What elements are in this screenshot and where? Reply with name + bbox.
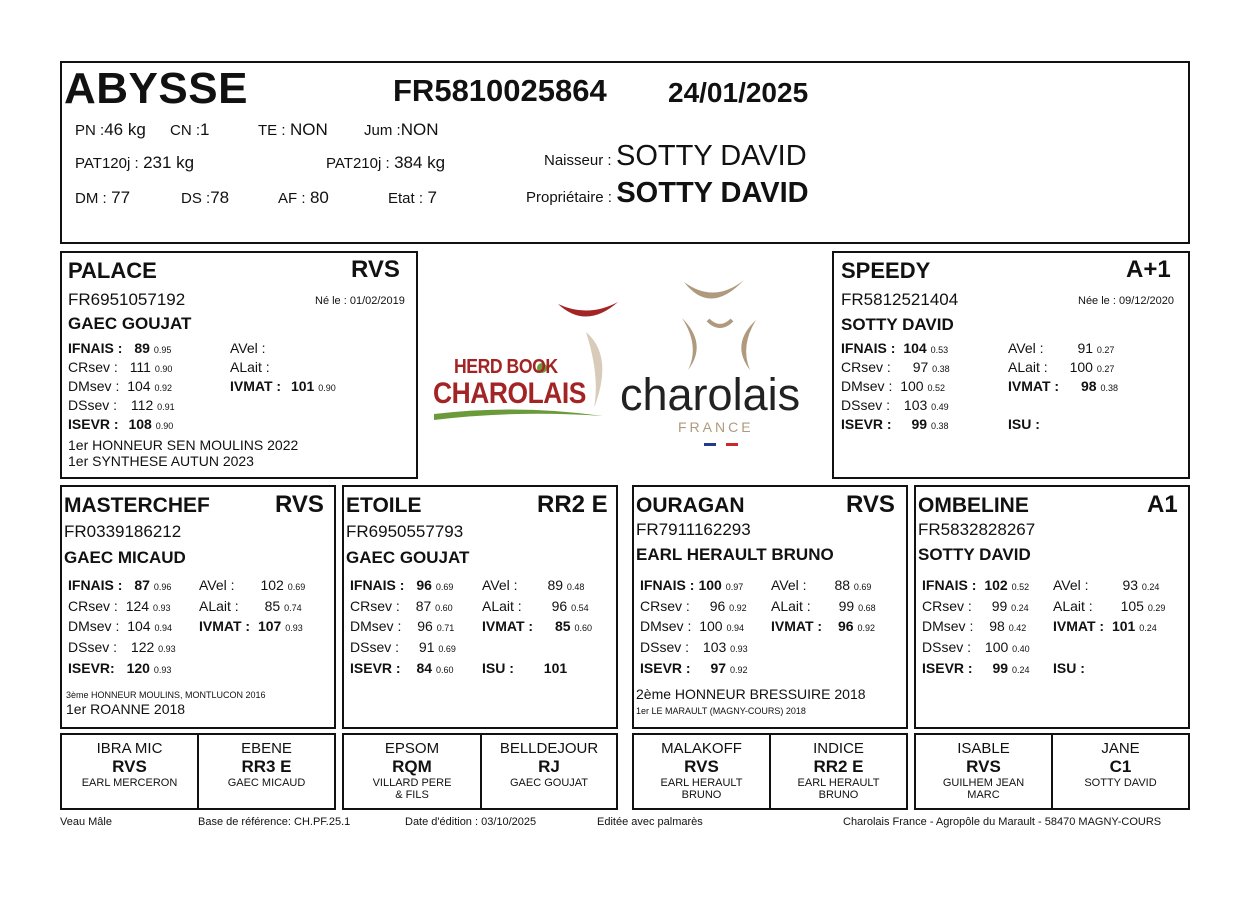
ggp-cell-2 <box>342 733 482 810</box>
gp2-dssev: DSsev : 103 0.93 <box>640 639 748 655</box>
ggp5-name: INDICE <box>813 740 864 757</box>
gp2-id: FR7911162293 <box>636 520 751 539</box>
dam-isu: ISU : <box>1008 416 1040 432</box>
gp0-palmares-1: 3ème HONNEUR MOULINS, MONTLUCON 2016 <box>66 690 266 700</box>
gp2-name: OURAGAN <box>636 494 745 517</box>
gp3-alait: ALait : 105 0.29 <box>1053 598 1166 614</box>
ggp3-grade: RJ <box>538 757 560 776</box>
dam-ivmat: IVMAT : 98 0.38 <box>1008 378 1118 394</box>
gp0-grade: RVS <box>275 491 324 518</box>
gp0-avel: AVel : 102 0.69 <box>199 577 306 593</box>
gp0-dssev: DSsev : 122 0.93 <box>68 639 176 655</box>
footer-palmares: Editée avec palmarès <box>597 816 703 828</box>
gp0-alait: ALait : 85 0.74 <box>199 598 302 614</box>
dam-name: SPEEDY <box>841 258 931 283</box>
dam-isevr: ISEVR : 99 0.38 <box>841 416 949 432</box>
dam-ifnais: IFNAIS : 104 0.53 <box>841 340 949 356</box>
sire-name: PALACE <box>68 258 157 283</box>
gp2-grade: RVS <box>846 491 895 518</box>
ggp4-grade: RVS <box>684 757 719 776</box>
gp1-crsev: CRsev : 87 0.60 <box>350 598 453 614</box>
gp2-dmsev: DMsev : 100 0.94 <box>640 618 745 634</box>
animal-date: 24/01/2025 <box>668 77 809 108</box>
footer-type: Veau Mâle <box>60 816 112 828</box>
sire-isevr: ISEVR : 108 0.90 <box>68 416 174 432</box>
sire-owner: GAEC GOUJAT <box>68 314 192 333</box>
sire-palmares-1: 1er HONNEUR SEN MOULINS 2022 <box>68 437 299 453</box>
gp2-owner: EARL HERAULT BRUNO <box>636 545 834 564</box>
footer-base: Base de référence: CH.PF.25.1 <box>198 816 351 828</box>
gp1-id: FR6950557793 <box>346 522 464 541</box>
ggp5-owner: EARL HERAULT BRUNO <box>797 777 880 801</box>
ggp2-owner: VILLARD PERE & FILS <box>372 777 452 801</box>
gp2-crsev: CRsev : 96 0.92 <box>640 598 747 614</box>
ggp6-name: ISABLE <box>957 740 1010 757</box>
ggp7-grade: C1 <box>1109 757 1132 776</box>
flag-bar-red <box>726 443 738 446</box>
ggp1-name: EBENE <box>241 740 292 757</box>
gp0-crsev: CRsev : 124 0.93 <box>68 598 171 614</box>
sire-ifnais: IFNAIS : 89 0.95 <box>68 340 172 356</box>
pat210-field: PAT210j : 384 kg <box>326 153 446 172</box>
gp3-dmsev: DMsev : 98 0.42 <box>922 618 1027 634</box>
dam-born: Née le : 09/12/2020 <box>1078 295 1175 307</box>
ggp0-grade: RVS <box>112 757 147 776</box>
gp2-ifnais: IFNAIS : 100 0.97 <box>640 577 744 593</box>
dam-grade: A+1 <box>1126 256 1171 283</box>
sire-avel: AVel : <box>230 340 266 356</box>
naisseur-field: Naisseur : SOTTY DAVID <box>544 140 807 172</box>
dam-avel: AVel : 91 0.27 <box>1008 340 1115 356</box>
dam-dssev: DSsev : 103 0.49 <box>841 397 949 413</box>
france-text: FRANCE <box>678 419 754 435</box>
animal-id: FR5810025864 <box>393 73 607 108</box>
ggp-cell-0 <box>60 733 199 810</box>
gp3-owner: SOTTY DAVID <box>918 545 1031 564</box>
cn-field: CN :1 <box>170 120 210 139</box>
gp1-isu: ISU : 101 <box>482 660 568 676</box>
ggp0-name: IBRA MIC <box>96 740 163 757</box>
gp3-ivmat: IVMAT : 101 0.24 <box>1053 618 1157 634</box>
gp1-dmsev: DMsev : 96 0.71 <box>350 618 455 634</box>
ggp3-name: BELLDEJOUR <box>499 740 599 757</box>
gp1-ifnais: IFNAIS : 96 0.69 <box>350 577 454 593</box>
dam-alait: ALait : 100 0.27 <box>1008 359 1115 375</box>
etat-field: Etat : 7 <box>388 188 437 207</box>
te-field: TE : NON <box>258 120 328 139</box>
gp1-isevr: ISEVR : 84 0.60 <box>350 660 454 676</box>
gp3-dssev: DSsev : 100 0.40 <box>922 639 1030 655</box>
gp0-ifnais: IFNAIS : 87 0.96 <box>68 577 172 593</box>
gp0-isevr: ISEVR: 120 0.93 <box>68 660 172 676</box>
gp2-isevr: ISEVR : 97 0.92 <box>640 660 748 676</box>
ggp-cell-6 <box>914 733 1053 810</box>
gp1-ivmat: IVMAT : 85 0.60 <box>482 618 592 634</box>
gp1-dssev: DSsev : 91 0.69 <box>350 639 456 655</box>
gp1-alait: ALait : 96 0.54 <box>482 598 589 614</box>
ggp3-owner: GAEC GOUJAT <box>509 777 589 789</box>
gp2-ivmat: IVMAT : 96 0.92 <box>771 618 875 634</box>
ggp2-grade: RQM <box>392 757 432 776</box>
pat120-field: PAT120j : 231 kg <box>75 153 195 172</box>
ggp0-owner: EARL MERCERON <box>81 777 178 789</box>
flag-bar-blue <box>704 443 716 446</box>
gp1-avel: AVel : 89 0.48 <box>482 577 585 593</box>
ggp-cell-1 <box>197 733 336 810</box>
gp3-name: OMBELINE <box>918 494 1029 517</box>
sire-dssev: DSsev : 112 0.91 <box>68 397 175 413</box>
gp1-name: ETOILE <box>346 494 422 517</box>
ggp6-owner: GUILHEM JEAN MARC <box>942 777 1025 801</box>
footer-edition: Date d'édition : 03/10/2025 <box>405 816 537 828</box>
gp3-crsev: CRsev : 99 0.24 <box>922 598 1029 614</box>
sire-alait: ALait : <box>230 359 270 375</box>
ggp4-owner: EARL HERAULT BRUNO <box>660 777 743 801</box>
sire-grade: RVS <box>351 256 400 283</box>
ggp-cell-4 <box>632 733 771 810</box>
ggp-cell-5 <box>769 733 908 810</box>
ggp6-grade: RVS <box>966 757 1001 776</box>
ggp-cell-7 <box>1051 733 1190 810</box>
gp2-palmares-2: 1er LE MARAULT (MAGNY-COURS) 2018 <box>636 706 806 716</box>
sire-palmares-2: 1er SYNTHESE AUTUN 2023 <box>68 453 254 469</box>
gp3-isevr: ISEVR : 99 0.24 <box>922 660 1030 676</box>
af-field: AF : 80 <box>278 188 329 207</box>
ggp-cell-3 <box>480 733 618 810</box>
gp0-palmares-2: 1er ROANNE 2018 <box>66 701 186 717</box>
gp0-dmsev: DMsev : 104 0.94 <box>68 618 173 634</box>
footer-org: Charolais France - Agropôle du Marault - 58470 MAGNY-COURS <box>843 816 1162 828</box>
gp2-avel: AVel : 88 0.69 <box>771 577 872 593</box>
gp0-name: MASTERCHEF <box>64 494 210 517</box>
ggp2-name: EPSOM <box>384 740 440 757</box>
sire-crsev: CRsev : 111 0.90 <box>68 359 173 375</box>
dam-crsev: CRsev : 97 0.38 <box>841 359 950 375</box>
gp0-ivmat: IVMAT : 107 0.93 <box>199 618 303 634</box>
gp0-owner: GAEC MICAUD <box>64 548 186 567</box>
gp3-avel: AVel : 93 0.24 <box>1053 577 1160 593</box>
ggp1-grade: RR3 E <box>241 757 292 776</box>
pn-field: PN :46 kg <box>75 120 146 139</box>
ggp1-owner: GAEC MICAUD <box>227 777 306 789</box>
dam-owner: SOTTY DAVID <box>841 315 954 334</box>
gp1-owner: GAEC GOUJAT <box>346 548 470 567</box>
dam-dmsev: DMsev : 100 0.52 <box>841 378 946 394</box>
jum-field: Jum :NON <box>364 120 439 139</box>
gp3-grade: A1 <box>1147 491 1178 518</box>
gp2-alait: ALait : 99 0.68 <box>771 598 876 614</box>
ggp4-name: MALAKOFF <box>661 740 742 757</box>
gp1-grade: RR2 E <box>537 491 608 518</box>
ggp7-owner: SOTTY DAVID <box>1084 777 1157 789</box>
dam-id: FR5812521404 <box>841 290 959 309</box>
animal-name: ABYSSE <box>64 64 248 113</box>
dm-field: DM : 77 <box>75 188 131 207</box>
gp3-ifnais: IFNAIS : 102 0.52 <box>922 577 1030 593</box>
charolais-text: charolais <box>620 369 801 420</box>
sire-ivmat: IVMAT : 101 0.90 <box>230 378 336 394</box>
gp2-palmares-1: 2ème HONNEUR BRESSUIRE 2018 <box>636 686 866 702</box>
sire-dmsev: DMsev : 104 0.92 <box>68 378 173 394</box>
gp0-id: FR0339186212 <box>64 522 182 541</box>
sire-id: FR6951057192 <box>68 290 186 309</box>
herd-book-text: HERD BOOK <box>454 356 558 378</box>
charolais-red-text: CHAROLAIS <box>433 377 586 410</box>
gp3-id: FR5832828267 <box>918 520 1036 539</box>
charolais-france-logo <box>670 276 770 376</box>
proprietaire-field: Propriétaire : SOTTY DAVID <box>526 177 809 209</box>
ggp7-name: JANE <box>1101 740 1140 757</box>
sire-born: Né le : 01/02/2019 <box>315 295 405 307</box>
ggp5-grade: RR2 E <box>813 757 864 776</box>
ds-field: DS :78 <box>181 188 230 207</box>
gp3-isu: ISU : <box>1053 660 1085 676</box>
